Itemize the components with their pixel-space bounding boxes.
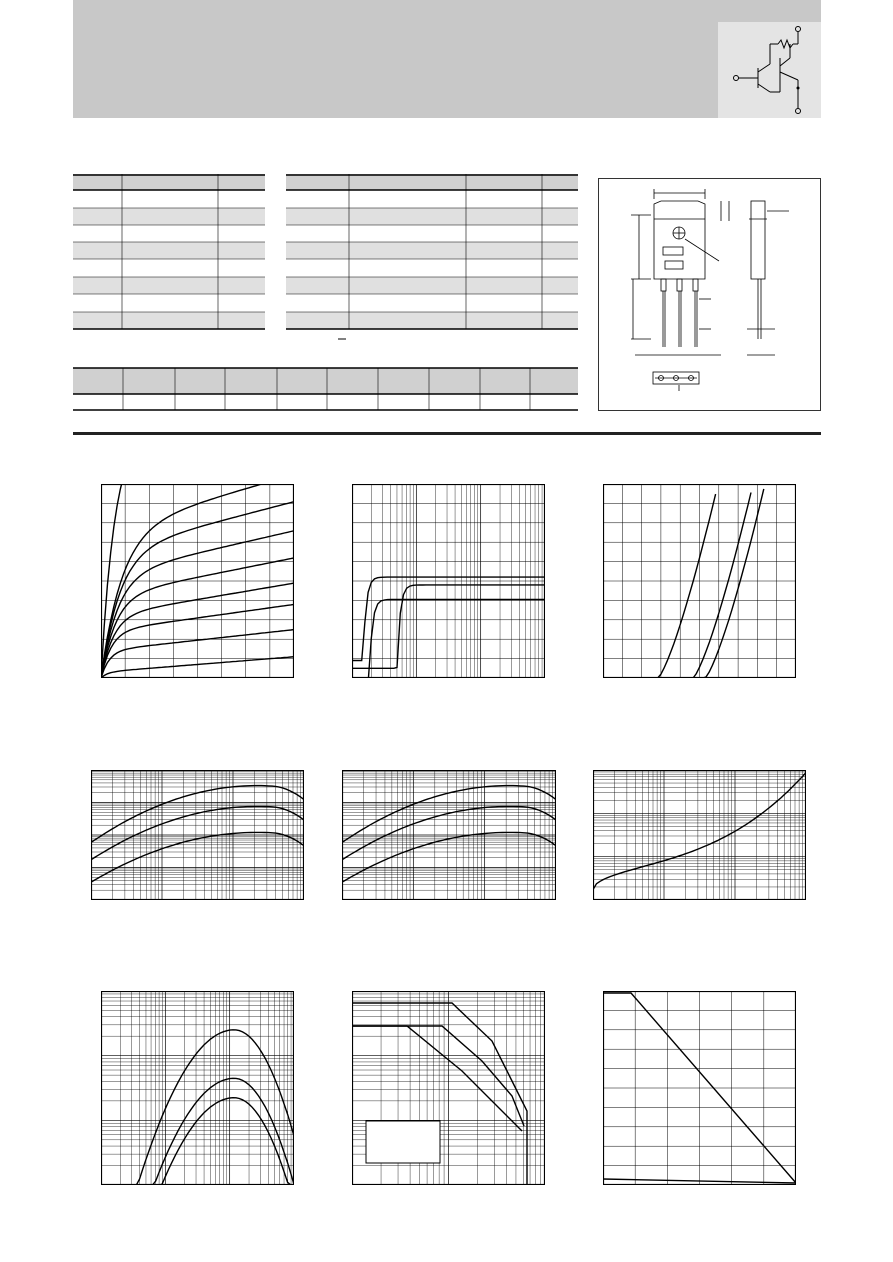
chart-ic-vbe [603, 484, 796, 678]
chart-power-derating [603, 991, 796, 1185]
section-rule [73, 432, 821, 435]
ft-curve [101, 1098, 294, 1185]
darlington-transistor-icon [718, 22, 821, 118]
chart-hfe-ic-b [342, 770, 556, 900]
soa-boundary [352, 1026, 524, 1126]
to-3p-package-outline-icon [599, 179, 822, 412]
package-outline-box [598, 178, 821, 411]
circuit-symbol-panel [718, 22, 821, 118]
chart-ic-vce [101, 484, 294, 678]
vce-ib-curve [352, 585, 545, 668]
chart-safe-operating-area [352, 991, 545, 1185]
characteristics-table [286, 174, 578, 344]
ratings-table [73, 174, 265, 331]
rth-curve [593, 773, 806, 890]
ic-vbe-curve [603, 489, 764, 678]
chart-thermal-resistance [593, 770, 806, 900]
chart-ft-ic [101, 991, 294, 1185]
ft-curve [101, 1078, 294, 1185]
vce-ib-curve [352, 600, 545, 679]
chart-vce-ib [352, 484, 545, 678]
chart-hfe-ic-a [91, 770, 304, 900]
hfe-curve [342, 786, 556, 843]
switching-table [73, 366, 578, 412]
ic-vbe-curve [603, 493, 751, 679]
header-band [73, 0, 821, 118]
vce-ib-curve [352, 577, 545, 660]
soa-note-box [366, 1121, 440, 1163]
ic-vbe-curve [603, 494, 716, 678]
plot-frame [102, 992, 294, 1185]
hfe-curve [91, 786, 304, 843]
plot-frame [594, 771, 806, 900]
